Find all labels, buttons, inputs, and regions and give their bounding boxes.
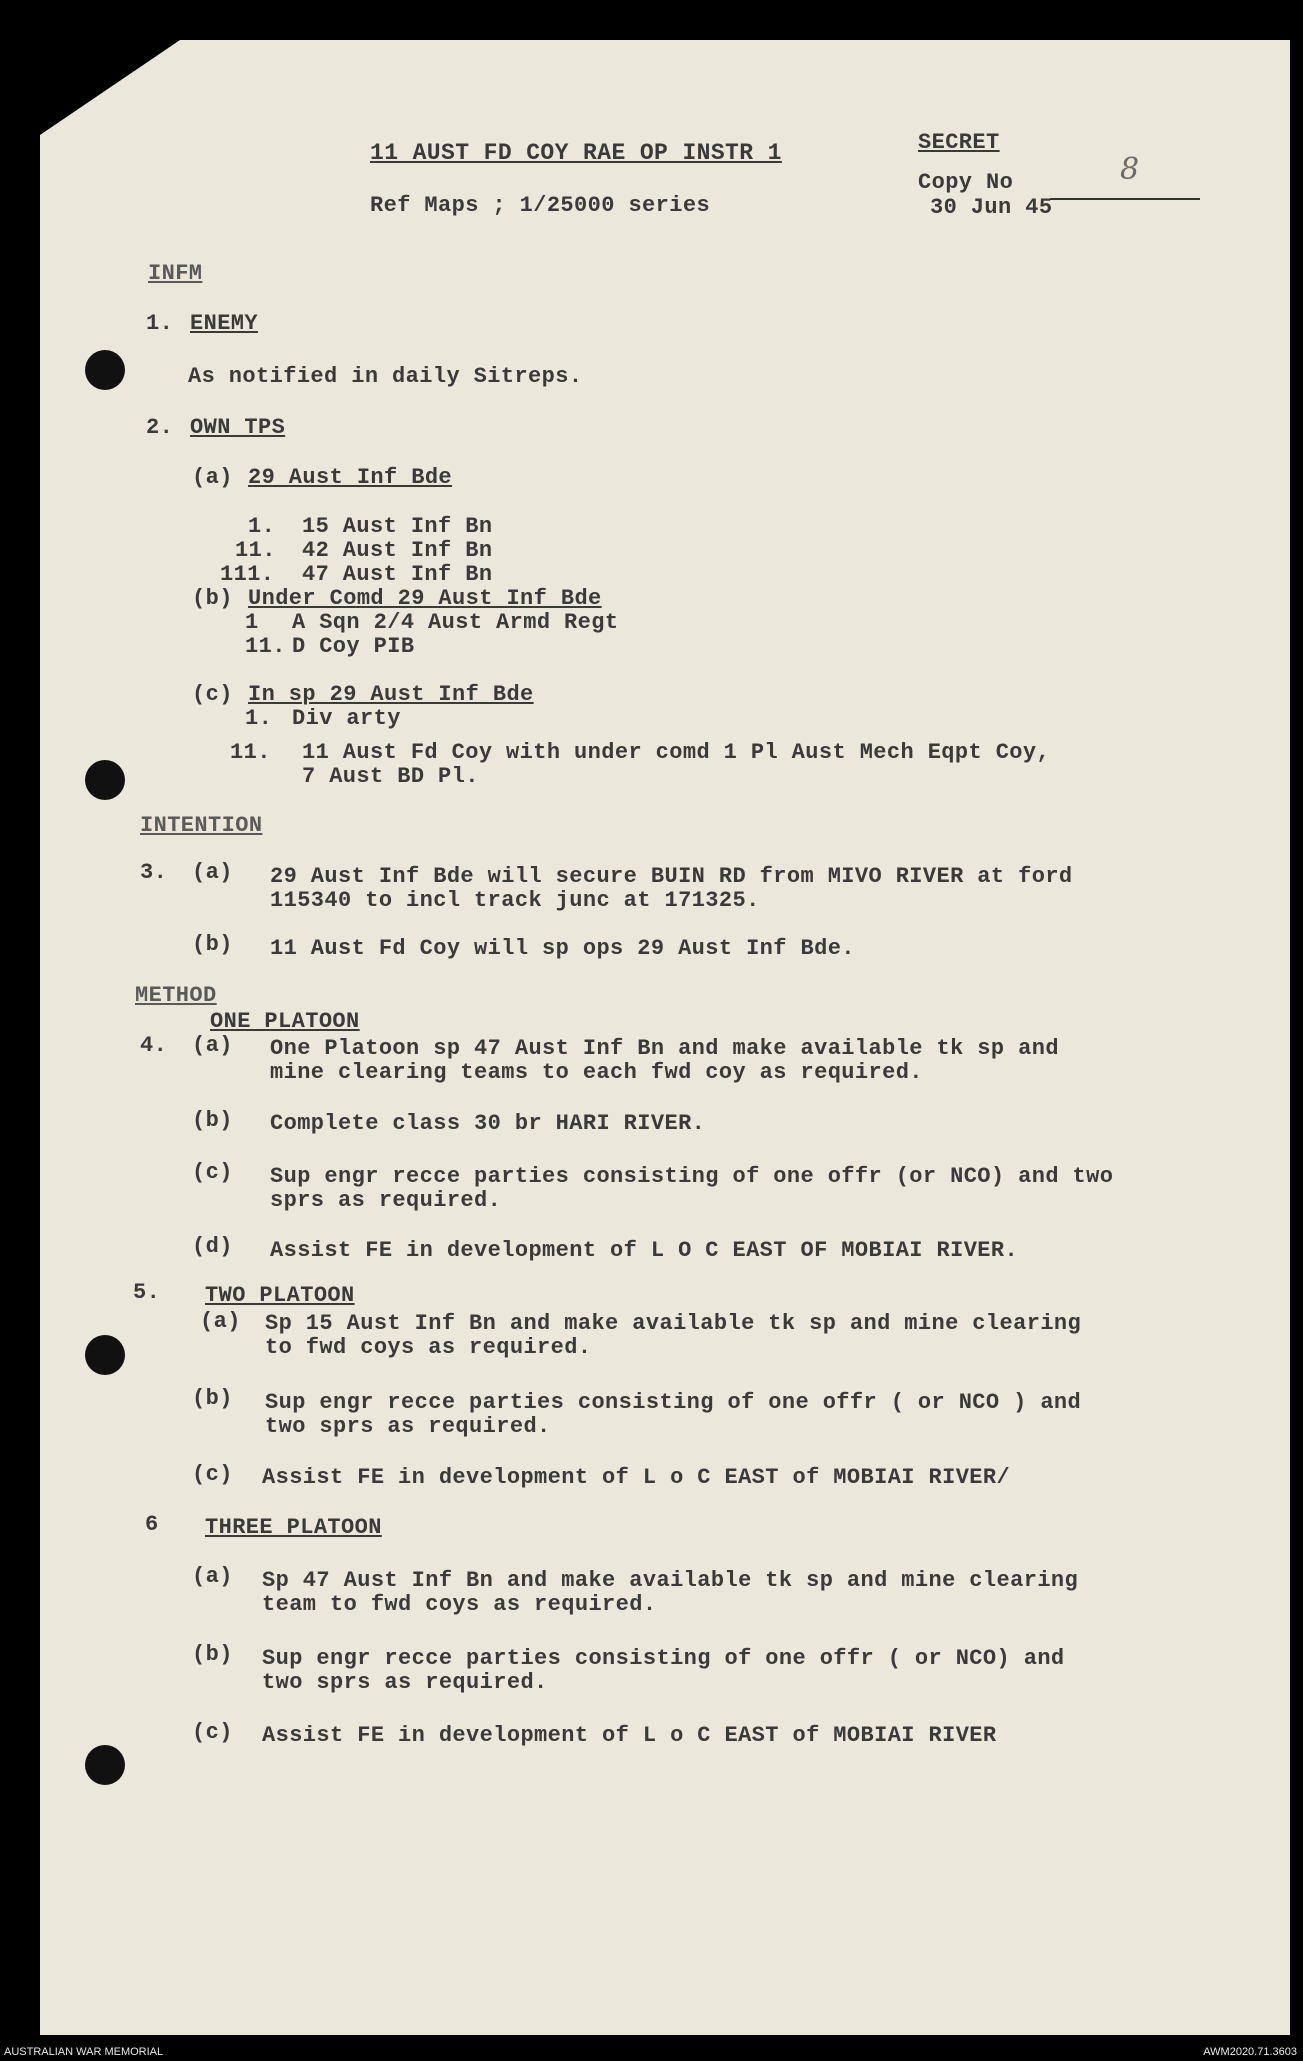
sub-label: (b) bbox=[192, 1642, 233, 1667]
torn-corner bbox=[40, 40, 180, 135]
item-num: 11. bbox=[235, 538, 276, 563]
item-text-cont: 7 Aust BD Pl. bbox=[302, 764, 479, 789]
sub-label: (c) bbox=[192, 1720, 233, 1745]
sub-label: (c) bbox=[192, 1160, 233, 1185]
enemy-text: As notified in daily Sitreps. bbox=[188, 364, 583, 389]
item-text: 42 Aust Inf Bn bbox=[302, 538, 493, 563]
item-num: 1. bbox=[245, 706, 273, 731]
method-text: to fwd coys as required. bbox=[265, 1335, 592, 1360]
sub-label: (a) bbox=[192, 860, 233, 885]
footer-institution: AUSTRALIAN WAR MEMORIAL bbox=[4, 2046, 164, 2058]
sub-title-in-sp: In sp 29 Aust Inf Bde bbox=[248, 682, 534, 707]
method-text: mine clearing teams to each fwd coy as required. bbox=[270, 1060, 923, 1085]
punch-hole bbox=[85, 1745, 125, 1785]
para-number: 2. bbox=[146, 415, 174, 440]
section-heading-intention: INTENTION bbox=[140, 813, 263, 838]
intention-text: 115340 to incl track junc at 171325. bbox=[270, 888, 760, 913]
sub-label: (d) bbox=[192, 1234, 233, 1259]
item-num: 11. bbox=[230, 740, 271, 765]
method-text: Sp 47 Aust Inf Bn and make available tk sp and mine clearing bbox=[262, 1568, 1079, 1593]
sub-label: (a) bbox=[192, 465, 233, 490]
intention-text: 11 Aust Fd Coy will sp ops 29 Aust Inf Bde. bbox=[270, 936, 855, 961]
intention-text: 29 Aust Inf Bde will secure BUIN RD from MIVO RIVER at ford bbox=[270, 864, 1073, 889]
method-text: Assist FE in development of L o C EAST of MOBIAI RIVER/ bbox=[262, 1465, 1011, 1490]
item-num: 111. bbox=[220, 562, 275, 587]
sub-label: (a) bbox=[192, 1033, 233, 1058]
item-text: 47 Aust Inf Bn bbox=[302, 562, 493, 587]
section-heading-infm: INFM bbox=[148, 261, 203, 286]
item-text: D Coy PIB bbox=[292, 634, 415, 659]
method-text: Sup engr recce parties consisting of one offr ( or NCO) and bbox=[262, 1646, 1065, 1671]
item-num: 11. bbox=[245, 634, 286, 659]
item-text: Div arty bbox=[292, 706, 401, 731]
item-num: 1 bbox=[245, 610, 259, 635]
platoon-title-two: TWO PLATOON bbox=[205, 1283, 355, 1308]
method-text: two sprs as required. bbox=[262, 1670, 548, 1695]
copy-no-value: 8 bbox=[1120, 152, 1140, 187]
para-number: 4. bbox=[140, 1033, 168, 1058]
method-text: Assist FE in development of L o C EAST of MOBIAI RIVER bbox=[262, 1723, 997, 1748]
sub-label: (a) bbox=[192, 1564, 233, 1589]
para-number: 1. bbox=[146, 311, 174, 336]
item-text: A Sqn 2/4 Aust Armd Regt bbox=[292, 610, 619, 635]
item-num: 1. bbox=[248, 514, 276, 539]
copy-no-label: Copy No bbox=[918, 170, 1014, 195]
method-text: Assist FE in development of L O C EAST OF MOBIAI RIVER. bbox=[270, 1238, 1019, 1263]
sub-label: (b) bbox=[192, 586, 233, 611]
document-date: 30 Jun 45 bbox=[930, 195, 1053, 220]
item-text: 11 Aust Fd Coy with under comd 1 Pl Aust Mech Eqpt Coy, bbox=[302, 740, 1051, 765]
sub-title-29-bde: 29 Aust Inf Bde bbox=[248, 465, 453, 490]
para-number: 5. bbox=[133, 1280, 161, 1305]
punch-hole bbox=[85, 1335, 125, 1375]
sub-label: (b) bbox=[192, 932, 233, 957]
sub-title-under-comd: Under Comd 29 Aust Inf Bde bbox=[248, 586, 602, 611]
method-text: two sprs as required. bbox=[265, 1414, 551, 1439]
sub-label: (c) bbox=[192, 682, 233, 707]
method-text: team to fwd coys as required. bbox=[262, 1592, 657, 1617]
sub-label: (a) bbox=[200, 1309, 241, 1334]
sub-label: (b) bbox=[192, 1386, 233, 1411]
copy-no-underline bbox=[1050, 198, 1200, 200]
method-text: Sup engr recce parties consisting of one offr ( or NCO ) and bbox=[265, 1390, 1082, 1415]
punch-hole bbox=[85, 760, 125, 800]
item-text: 15 Aust Inf Bn bbox=[302, 514, 493, 539]
footer-accession-number: AWM2020.71.3603 bbox=[1203, 2046, 1297, 2058]
section-heading-method: METHOD bbox=[135, 983, 217, 1008]
ref-maps: Ref Maps ; 1/25000 series bbox=[370, 193, 711, 218]
platoon-title-three: THREE PLATOON bbox=[205, 1515, 382, 1540]
secret-marking: SECRET bbox=[918, 130, 1000, 155]
method-text: Sp 15 Aust Inf Bn and make available tk sp and mine clearing bbox=[265, 1311, 1082, 1336]
para-title-own-tps: OWN TPS bbox=[190, 415, 286, 440]
method-text: One Platoon sp 47 Aust Inf Bn and make available tk sp and bbox=[270, 1036, 1059, 1061]
sub-label: (b) bbox=[192, 1108, 233, 1133]
para-title-enemy: ENEMY bbox=[190, 311, 259, 336]
document-page bbox=[40, 40, 1290, 2035]
document-title: 11 AUST FD COY RAE OP INSTR 1 bbox=[370, 140, 782, 166]
para-number: 6 bbox=[145, 1512, 159, 1537]
para-number: 3. bbox=[140, 860, 168, 885]
method-text: Sup engr recce parties consisting of one offr (or NCO) and two bbox=[270, 1164, 1114, 1189]
method-text: sprs as required. bbox=[270, 1188, 502, 1213]
punch-hole bbox=[85, 350, 125, 390]
sub-label: (c) bbox=[192, 1462, 233, 1487]
platoon-title-one: ONE PLATOON bbox=[210, 1009, 360, 1034]
method-text: Complete class 30 br HARI RIVER. bbox=[270, 1111, 706, 1136]
